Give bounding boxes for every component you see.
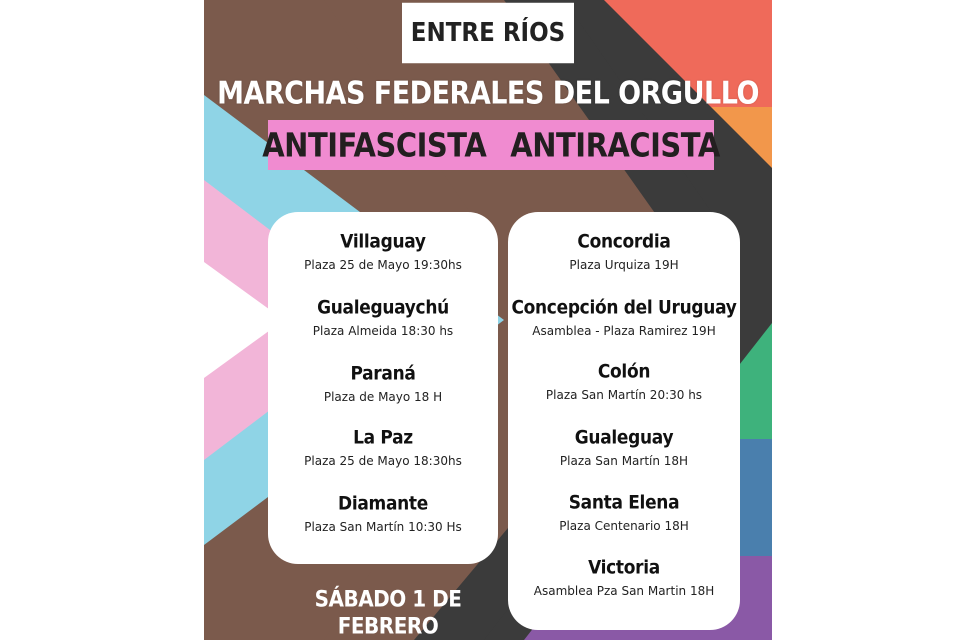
poster <box>204 0 772 640</box>
location-city: Paraná <box>350 362 416 386</box>
region-label: ENTRE RÍOS <box>402 3 574 63</box>
location-item <box>508 428 740 468</box>
title-antifascista: ANTIFASCISTA <box>262 125 487 165</box>
title-line-1: MARCHAS FEDERALES DEL ORGULLO <box>217 75 759 112</box>
location-item <box>268 494 498 534</box>
location-place: Asamblea - Plaza Ramirez 19H <box>532 324 716 338</box>
location-item <box>268 364 498 404</box>
location-city: Gualeguay <box>574 426 674 450</box>
location-item <box>508 298 740 338</box>
location-place: Plaza Centenario 18H <box>559 519 689 533</box>
location-city: Colón <box>597 360 651 384</box>
location-city: Villaguay <box>340 230 426 254</box>
location-city: La Paz <box>353 426 413 450</box>
location-place: Plaza 25 de Mayo 19:30hs <box>304 258 462 272</box>
location-place: Plaza San Martín 18H <box>559 454 689 468</box>
location-item <box>268 232 498 272</box>
location-place: Plaza de Mayo 18 H <box>323 390 443 404</box>
location-place: Plaza San Martín 10:30 Hs <box>304 520 462 534</box>
location-place: Plaza Almeida 18:30 hs <box>312 324 454 338</box>
location-place: Plaza San Martín 20:30 hs <box>545 388 703 402</box>
location-item <box>508 558 740 598</box>
location-city: Gualeguaychú <box>317 296 449 320</box>
left-locations-card <box>268 212 498 564</box>
location-item <box>508 362 740 402</box>
right-locations-card <box>508 212 740 630</box>
location-city: Concepción del Uruguay <box>511 296 737 320</box>
location-city: Diamante <box>338 492 428 516</box>
title-line-2 <box>262 120 720 170</box>
location-city: Santa Elena <box>568 491 680 515</box>
location-item <box>508 232 740 272</box>
location-place: Asamblea Pza San Martin 18H <box>533 584 715 598</box>
location-item <box>508 493 740 533</box>
location-place: Plaza 25 de Mayo 18:30hs <box>304 454 462 468</box>
location-city: Victoria <box>588 556 660 580</box>
location-place: Plaza Urquiza 19H <box>569 258 679 272</box>
event-date: SÁBADO 1 DE FEBRERO <box>314 585 462 639</box>
location-item <box>268 298 498 338</box>
title-antiracista: ANTIRACISTA <box>510 125 720 165</box>
location-item <box>268 428 498 468</box>
location-city: Concordia <box>577 230 671 254</box>
